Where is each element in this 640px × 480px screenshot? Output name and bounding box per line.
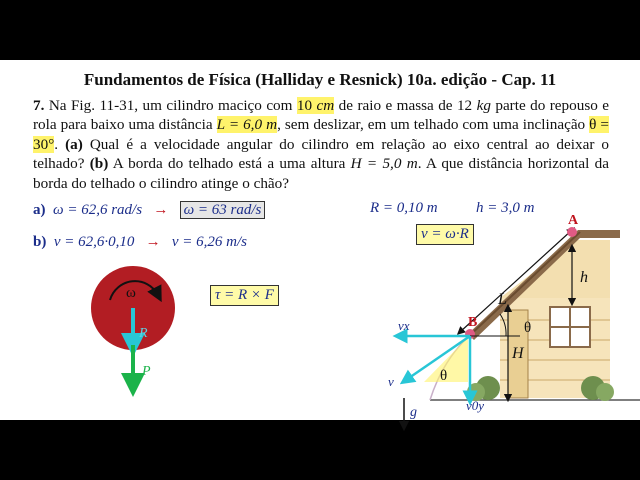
v-label: v <box>388 374 394 389</box>
answer-a <box>33 202 265 219</box>
problem-radius: 10 cm <box>296 97 335 114</box>
theta-label-top: θ <box>524 320 532 336</box>
answer-b-label: b) <box>33 234 47 250</box>
answer-b <box>33 234 247 251</box>
house-diagram <box>380 210 640 420</box>
omega-label: ω <box>126 285 136 301</box>
weight-vector-label: P <box>142 364 151 379</box>
given-h: h = 3,0 m <box>476 200 535 216</box>
answer-b-calc: v = 62,6·0,10 <box>53 234 135 250</box>
problem-mass-unit: kg <box>476 97 491 114</box>
cylinder-diagram <box>88 265 188 395</box>
theta-label-bottom: θ <box>440 368 448 384</box>
problem-text-5: . <box>54 135 66 153</box>
g-label: g <box>410 405 417 420</box>
arrow-icon: → <box>145 234 161 250</box>
L-label: L <box>498 291 507 308</box>
formula-torque: τ = R × F <box>210 285 279 306</box>
part-a-label: (a) <box>65 135 83 153</box>
problem-angle: θ = 30° <box>33 116 610 153</box>
slide <box>0 60 640 420</box>
answer-a-result: ω = 63 rad/s <box>180 201 266 219</box>
given-radius: R = 0,10 m <box>370 200 438 216</box>
arrow-icon: → <box>153 202 169 218</box>
problem-text-6: Qual é a velocidade angular do cilindro em relação ao eixo central ao deixar o telhado? <box>33 135 610 173</box>
problem-statement <box>33 96 609 193</box>
point-A <box>567 227 577 237</box>
problem-number: 7. <box>33 97 45 114</box>
vx-label: vx <box>398 318 410 333</box>
answer-a-label: a) <box>33 202 46 218</box>
answer-b-result: v = 6,26 m/s <box>171 234 247 250</box>
h-label: h <box>580 269 588 286</box>
page-title: Fundamentos de Física (Halliday e Resnick) 10a. edição - Cap. 11 <box>83 70 557 89</box>
v0y-label: v0y <box>466 398 485 413</box>
part-b-label: (b) <box>89 155 109 173</box>
problem-text-8: . A que distância horizontal da borda do telhado o cilindro atinge o chão? <box>33 155 609 192</box>
problem-text-3: parte do repouso e rola para baixo uma distância <box>33 97 610 134</box>
H-label: H <box>512 345 524 362</box>
problem-distance: L = 6,0 m <box>216 116 278 134</box>
problem-text-2: de raio e massa de 12 <box>334 97 477 114</box>
problem-height: H = 5,0 m <box>350 155 418 173</box>
radius-vector-label: R <box>139 326 148 341</box>
problem-text-7: A borda do telhado está a uma altura <box>108 155 351 173</box>
answer-a-calc: ω = 62,6 rad/s <box>53 202 143 218</box>
formula-v: v = ω·R <box>416 224 474 245</box>
problem-text-1: Na Fig. 11-31, um cilindro maciço com <box>44 97 297 114</box>
point-B-label: B <box>468 315 478 330</box>
problem-text-4: , sem deslizar, em um telhado com uma inclinação <box>277 116 590 134</box>
point-A-label: A <box>568 213 579 228</box>
